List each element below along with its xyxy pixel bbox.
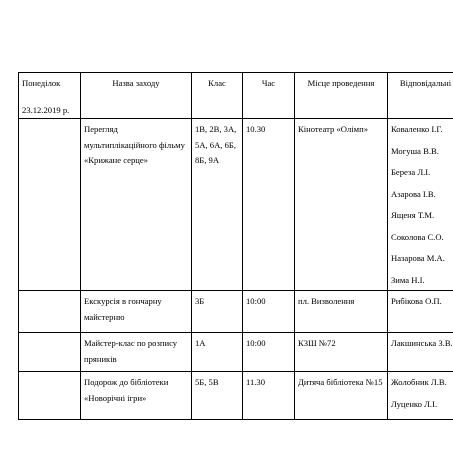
responsible-person: Соколова С.О. — [391, 231, 444, 242]
responsible-person: Азарова І.В. — [391, 188, 436, 199]
row-time: 10:00 — [243, 291, 295, 333]
header-place: Місце проведення — [295, 73, 388, 119]
table-row — [19, 372, 453, 420]
responsible-person: Зима Н.І. — [391, 274, 425, 285]
responsible-person: Коваленко І.Г. — [391, 124, 443, 134]
row-class: 3Б — [192, 291, 243, 333]
header-time: Час — [243, 73, 295, 119]
row-class: 5Б, 5В — [192, 372, 243, 420]
responsible-person: Жолобник Л.В. — [391, 377, 447, 387]
row-event: Перегляд мультиплікаційного фільму «Крижане серце» — [81, 119, 192, 291]
row-time: 10:00 — [243, 333, 295, 372]
header-day-cell — [19, 73, 81, 119]
responsible-person: Назарова М.А. — [391, 253, 445, 263]
responsible-person: Рибікова О.П. — [391, 296, 442, 306]
row-time: 10.30 — [243, 119, 295, 291]
header-date: 23.12.2019 р. — [22, 104, 70, 115]
header-responsible: Відповідальні — [388, 73, 453, 119]
header-class: Клас — [192, 73, 243, 119]
row-responsible — [388, 119, 453, 291]
header-day: Понеділок — [22, 78, 61, 88]
row-class: 1А — [192, 333, 243, 372]
table-header-row — [19, 73, 453, 119]
row-day-cell — [19, 372, 81, 420]
responsible-person: Могуша В.В. — [391, 145, 439, 156]
responsible-person: Береза Л.І. — [391, 167, 431, 177]
row-place: Кінотеатр «Олімп» — [295, 119, 388, 291]
responsible-person: Лакшинська З.В. — [391, 338, 453, 348]
row-event: Подорож до бібліотеки «Новорічні ігри» — [81, 372, 192, 420]
row-responsible — [388, 291, 453, 333]
row-place: Дитяча бібліотека №15 — [295, 372, 388, 420]
row-day-cell — [19, 119, 81, 291]
header-event-name: Назва заходу — [81, 73, 192, 119]
event-schedule-table — [18, 72, 453, 420]
row-day-cell — [19, 333, 81, 372]
table-row — [19, 119, 453, 291]
row-event: Екскурсія в гончарну майстерню — [81, 291, 192, 333]
row-day-cell — [19, 291, 81, 333]
table-row — [19, 333, 453, 372]
row-event: Майстер-клас по розпису пряників — [81, 333, 192, 372]
table-row — [19, 291, 453, 333]
row-place: КЗШ №72 — [295, 333, 388, 372]
row-place: пл. Визволення — [295, 291, 388, 333]
row-class: 1В, 2В, 3А, 5А, 6А, 6Б, 8Б, 9А — [192, 119, 243, 291]
responsible-person: Луценко Л.І. — [391, 398, 438, 409]
row-time: 11.30 — [243, 372, 295, 420]
row-responsible — [388, 372, 453, 420]
responsible-person: Ященя Т.М. — [391, 210, 435, 220]
row-responsible — [388, 333, 453, 372]
